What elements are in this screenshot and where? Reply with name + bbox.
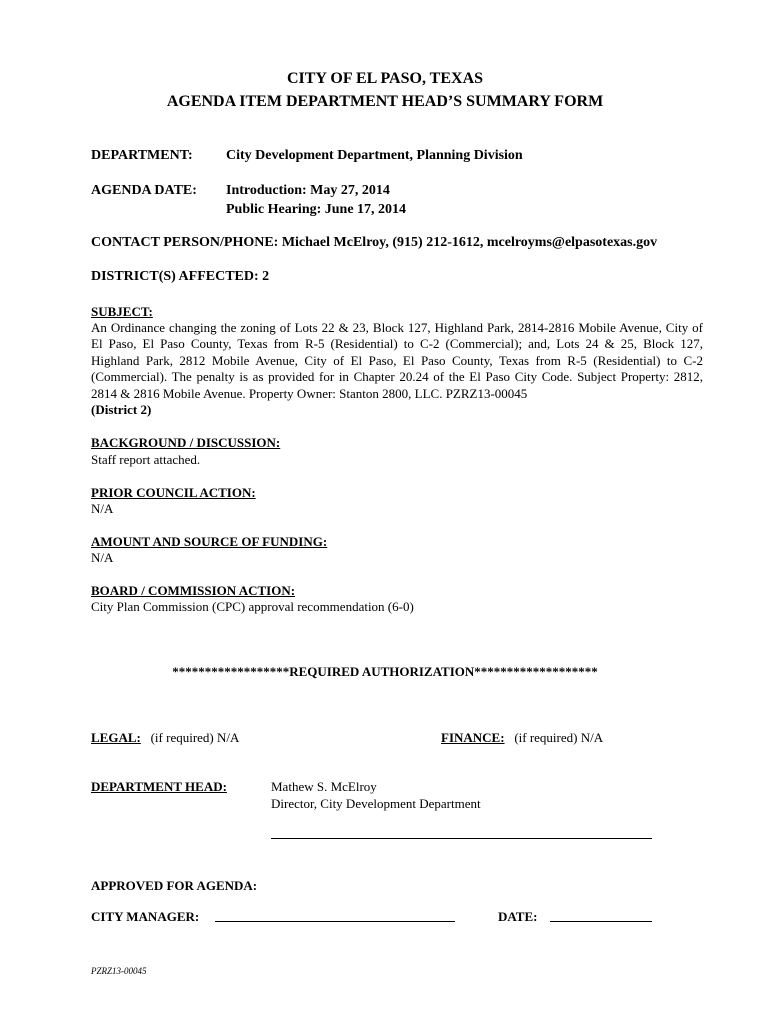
date-label: DATE: — [498, 909, 538, 924]
department-head-label: DEPARTMENT HEAD: — [91, 779, 227, 794]
prior-council-action-heading: PRIOR COUNCIL ACTION: — [91, 485, 256, 500]
document-title-city: CITY OF EL PASO, TEXAS — [286, 70, 484, 87]
funding-text: N/A — [91, 550, 114, 565]
board-commission-heading: BOARD / COMMISSION ACTION: — [91, 583, 296, 598]
department-label: DEPARTMENT: — [91, 148, 193, 163]
city-manager-label: CITY MANAGER: — [91, 909, 200, 924]
approved-for-agenda-label: APPROVED FOR AGENDA: — [91, 878, 258, 893]
districts-affected: DISTRICT(S) AFFECTED: 2 — [91, 269, 270, 284]
legal-label: LEGAL: — [91, 730, 141, 745]
required-authorization-banner: ******************REQUIRED AUTHORIZATION******************* — [172, 664, 598, 679]
city-manager-signature-line[interactable] — [215, 921, 455, 922]
legal-value: (if required) N/A — [150, 730, 240, 745]
background-text: Staff report attached. — [91, 452, 201, 467]
department-head-title: Director, City Development Department — [271, 796, 481, 811]
department-value: City Development Department, Planning Division — [226, 148, 523, 163]
contact-person-phone: CONTACT PERSON/PHONE: Michael McElroy, (915) 212-1612, mcelroyms@elpasotexas.gov — [91, 235, 658, 250]
legal-row — [91, 730, 239, 746]
board-commission-text: City Plan Commission (CPC) approval recommendation (6-0) — [91, 599, 414, 614]
subject-text: An Ordinance changing the zoning of Lots 22 & 23, Block 127, Highland Park, 2814-2816 Mobile Avenue, City of El Paso, El Paso County, Texas from R-5 (Residential) to C-2 (Commercial); and, Lots 24 & 25, Block 127, Highland Park, 2812 Mobile Avenue, City of El Paso, El Paso County, Texas from R-5 (Residential) to C-2 (Commercial). The penalty is as provided for in Chapter 20.24 of the El Paso City Code. Subject Property: 2812, 2814 & 2816 Mobile Avenue. Property Owner: Stanton 2800, LLC. PZRZ13-00045 — [91, 320, 703, 401]
date-signature-line[interactable] — [550, 921, 652, 922]
footer-file-code: PZRZ13-00045 — [91, 966, 147, 976]
subject-body — [91, 320, 703, 418]
agenda-date-introduction: Introduction: May 27, 2014 — [226, 183, 390, 198]
subject-heading: SUBJECT: — [91, 304, 153, 319]
funding-heading: AMOUNT AND SOURCE OF FUNDING: — [91, 534, 328, 549]
document-title-form: AGENDA ITEM DEPARTMENT HEAD’S SUMMARY FORM — [166, 93, 604, 110]
department-head-signature-line[interactable] — [271, 838, 652, 839]
agenda-date-label: AGENDA DATE: — [91, 183, 197, 198]
finance-row — [441, 730, 603, 746]
agenda-date-public-hearing: Public Hearing: June 17, 2014 — [226, 202, 407, 217]
prior-council-action-text: N/A — [91, 501, 114, 516]
subject-district: (District 2) — [91, 402, 152, 418]
finance-value: (if required) N/A — [514, 730, 604, 745]
department-head-name: Mathew S. McElroy — [271, 779, 377, 794]
background-heading: BACKGROUND / DISCUSSION: — [91, 435, 281, 450]
finance-label: FINANCE: — [441, 730, 505, 745]
